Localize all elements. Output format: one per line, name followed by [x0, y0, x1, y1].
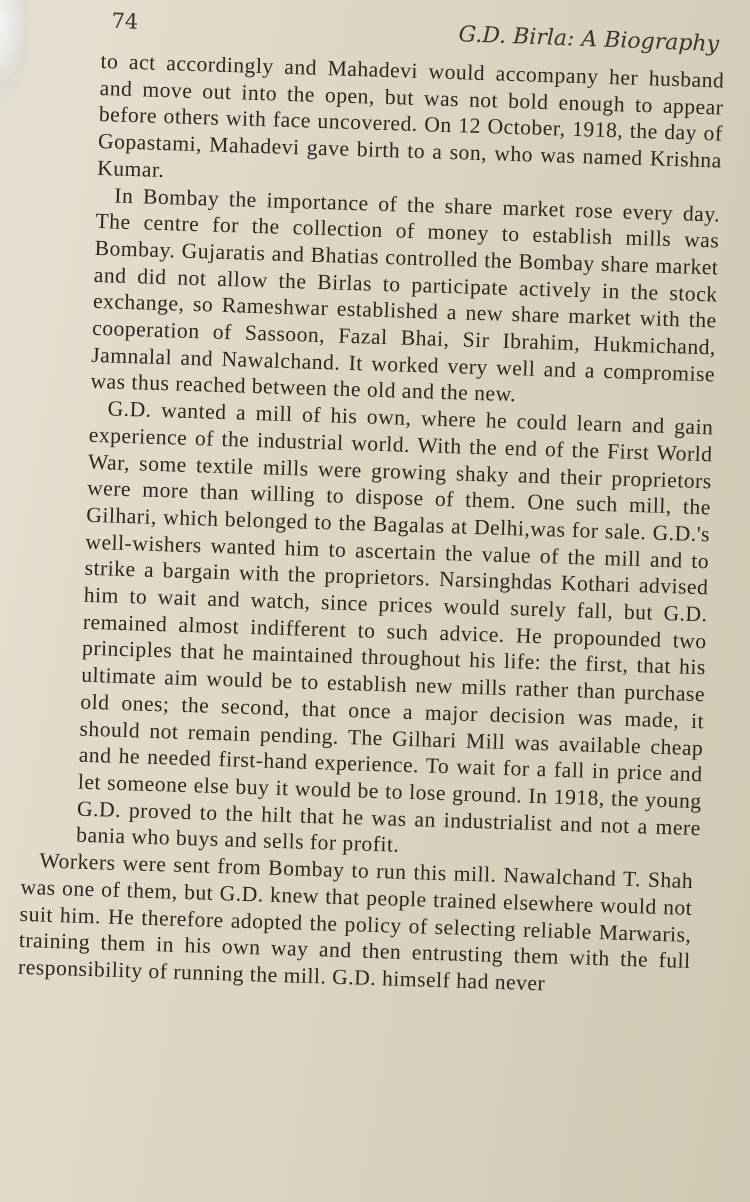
paragraph-workers: Workers were sent from Bombay to run this mill. Nawalchand T. Shah was one of them, but G.D. knew that people trained elsewhere would not suit him. He therefore adopted the policy of selecting reliable Marwaris, training them in his own way and then entrusting them with the full responsibility of running the mill. G.D. himself had never: [17, 848, 694, 996]
running-head: G.D. Birla: A Biography: [458, 22, 720, 58]
page-edge-shadow: [0, 0, 40, 120]
paragraph-gilhari-mill: G.D. wanted a mill of his own, where he could learn and gain experience of the industrial world. With the end of the First World War, some textile mills were growing shaky and their proprietors were more than willing to dispose of them. One such mill, the Gilhari, which belonged to the Bagalas at Delhi,was for sale. G.D.'s well-wishers wanted him to ascertain the value of the mill and to strike a bargain with the proprietors. Narsinghdas Kothari advised him to wait and watch, since prices would surely fall, but G.D. remained almost indifferent to such advice. He propounded two principles that he maintained throughout his life: the first, that his ultimate aim would be to establish new mills rather than purchase old ones; the second, that once a major decision was made, it should not remain pending. The Gilhari Mill was available cheap and he needed first-hand experience. To wait for a fall in price and let someone else buy it would be to lose ground. In 1918, the young G.D. proved to the hilt that he was an industrialist and not a mere bania who buys and sells for profit.: [75, 396, 714, 858]
paragraph-continuation: to act accordingly and Mahadevi would accompany her husband and move out into the open, but was not bold enough to appear before others with face uncovered. On 12 October, 1918, the day of Gopastami, Mahadevi gave birth to a son, who was named Krishna Kumar.: [96, 48, 725, 182]
body-text: [17, 48, 725, 1002]
paragraph-share-market: In Bombay the importance of the share market rose every day. The centre for the collection of money to establish mills was Bombay. Gujaratis and Bhatias controlled the Bombay share market and did not allow the Birlas to participate actively in the stock exchange, so Rameshwar established a new share market with the cooperation of Sassoon, Fazal Bhai, Sir Ibrahim, Hukmichand, Jamnalal and Nawalchand. It worked very well and a compromise was thus reached between the old and the new.: [90, 183, 721, 407]
page-number: 74: [111, 8, 139, 34]
